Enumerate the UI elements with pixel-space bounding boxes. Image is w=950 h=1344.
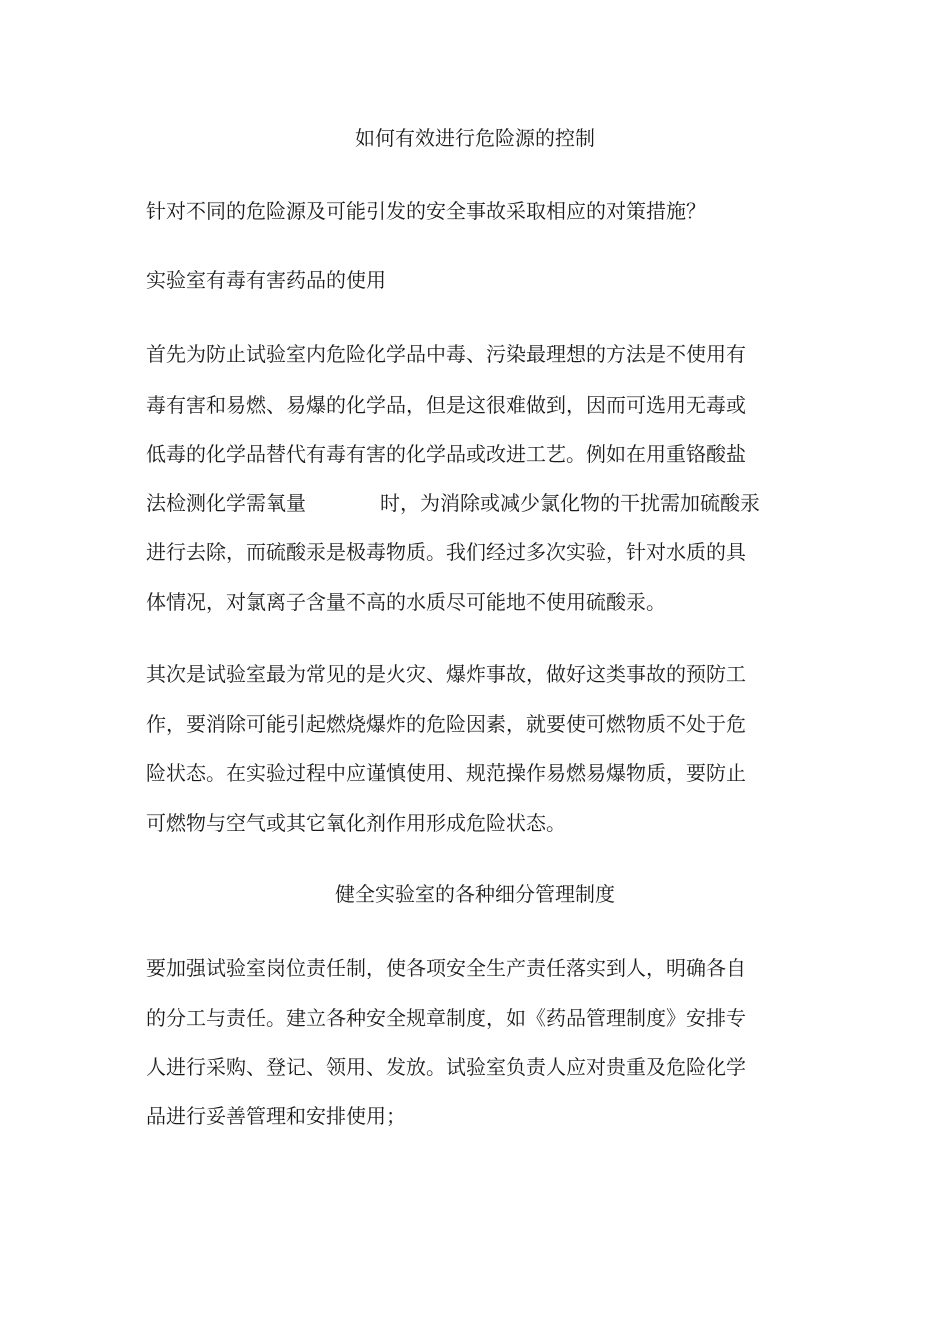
paragraph-line: 法检测化学需氧量 — [146, 491, 306, 515]
paragraph-line: 其次是试验室最为常见的是火灾、爆炸事故，做好这类事故的预防工 — [146, 662, 746, 686]
paragraph-line: 低毒的化学品替代有毒有害的化学品或改进工艺。例如在用重铬酸盐 — [146, 442, 746, 466]
paragraph-line: 要加强试验室岗位责任制，使各项安全生产责任落实到人，明确各自 — [146, 956, 746, 980]
paragraph-line: 作，要消除可能引起燃烧爆炸的危险因素，就要使可燃物质不处于危 — [146, 712, 746, 736]
question-line: 针对不同的危险源及可能引发的安全事故采取相应的对策措施？ — [146, 199, 706, 223]
paragraph-line: 首先为防止试验室内危险化学品中毒、污染最理想的方法是不使用有 — [146, 342, 746, 366]
paragraph-line: 人进行采购、登记、领用、发放。试验室负责人应对贵重及危险化学 — [146, 1055, 746, 1079]
paragraph-line: 品进行妥善管理和安排使用； — [146, 1104, 406, 1128]
paragraph-line: 体情况，对氯离子含量不高的水质尽可能地不使用硫酸汞。 — [146, 590, 666, 614]
section-heading: 实验室有毒有害药品的使用 — [146, 268, 386, 292]
paragraph-line: 可燃物与空气或其它氧化剂作用形成危险状态。 — [146, 811, 566, 835]
paragraph-line: 的分工与责任。建立各种安全规章制度，如《药品管理制度》安排专 — [146, 1006, 746, 1030]
document-title: 如何有效进行危险源的控制 — [355, 126, 595, 150]
paragraph-line: 进行去除，而硫酸汞是极毒物质。我们经过多次实验，针对水质的具 — [146, 540, 746, 564]
paragraph-line: 时，为消除或减少氯化物的干扰需加硫酸汞 — [380, 491, 760, 515]
paragraph-line: 毒有害和易燃、易爆的化学品，但是这很难做到，因而可选用无毒或 — [146, 393, 746, 417]
paragraph-line: 险状态。在实验过程中应谨慎使用、规范操作易燃易爆物质，要防止 — [146, 761, 746, 785]
section-subtitle: 健全实验室的各种细分管理制度 — [335, 882, 615, 906]
